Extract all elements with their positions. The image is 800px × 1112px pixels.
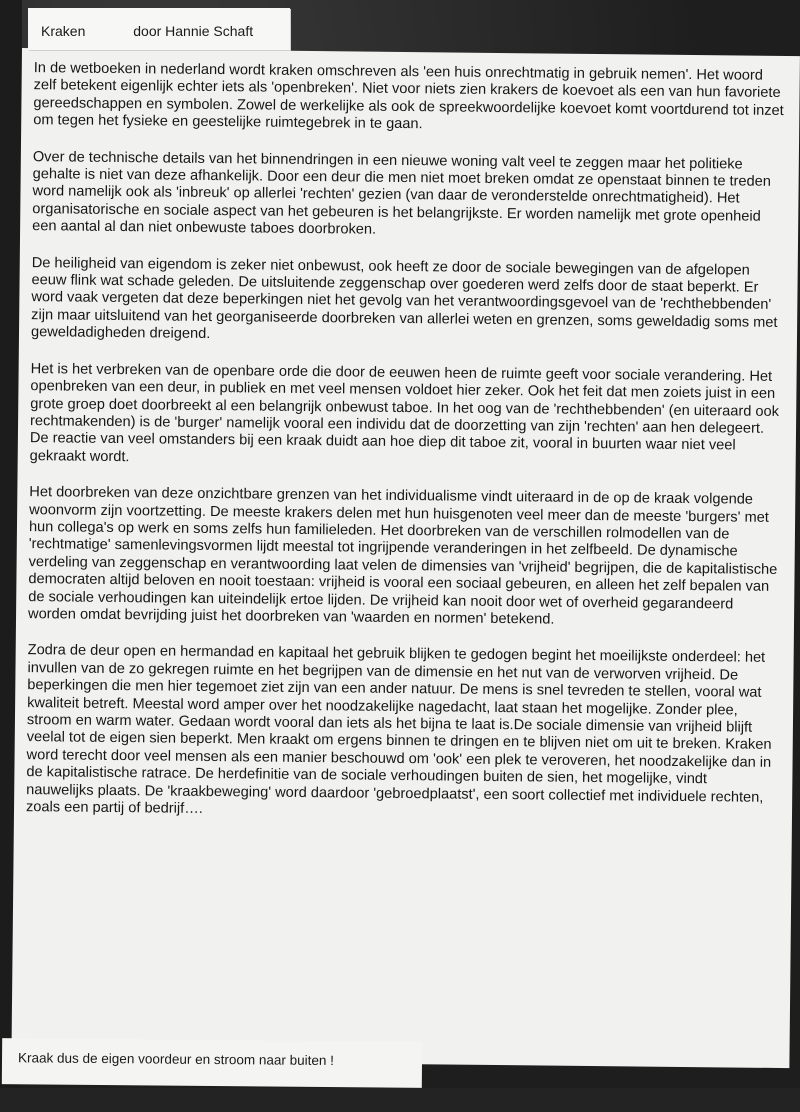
paragraph-5: Het doorbreken van deze onzichtbare grenzen van het individualisme vindt uiteraard in de op de kraak volgende woonvorm zijn voortzetting. De meeste krakers delen met hun huisgenoten veel meer dan de meeste 'burgers' met hun collega's op werk en soms zelfs hun familieleden. Het doorbreken van de verschillen rolmodellen van de 'rechtmatige' samenlevingsvormen lijdt meestal tot ingrijpende veranderingen in het zelfbeeld. De dynamische verdeling van zeggenschap en verantwoording laat velen de dimensies van 'vrijheid' begrijpen, die de kapitalistische democraten altijd beloven en nooit toestaan: vrijheid is vooral een sociaal gebeuren, en alleen het zelf bepalen van de sociale verhoudingen kan uiteindelijk ertoe lijden. De vrijheid kan nooit door wet of overheid gegarandeerd worden omdat bevrijding juist het doorbreken van 'waarden en normen' betekend. xyxy=(27,484,778,628)
article-header xyxy=(41,23,253,39)
paragraph-4: Het is het verbreken van de openbare orde die door de eeuwen heen de ruimte geeft voor sociale verandering. Het openbreken van een deur, in publiek en met veel mensen voldoet hier zeker. Ook het feit dat men zoiets juist in een grote groep doet doorbreekt al een belangrijk onbewust taboe. In het oog van de 'rechthebbenden' (en uiteraard ook rechtmakenden) is de 'burger' namelijk vooral een individu dat de doorzetting van zijn 'rechten' aan hen delegeert. De reactie van veel omstanders bij een kraak duidt aan hoe diep dit taboe zit, vooral in buurten waar niet veel gekraakt wordt. xyxy=(29,360,780,465)
paragraph-1: In de wetboeken in nederland wordt kraken omschreven als 'een huis onrechtmatig in gebruik nemen'. Het woord zelf betekent eigenlijk echter iets als 'openbreken'. Niet voor niets zien krakers de koevoet als een van hun favoriete gereedschappen en symbolen. Zowel de werkelijke als ook de spreekwoordelijke koevoet komt voortdurend tot inzet om tegen het fysieke en geestelijke ruimtegebrek in te gaan. xyxy=(33,60,784,133)
paragraph-6: Zodra de deur open en hermandad en kapitaal het gebruik blijken te gedogen begint het moeilijkste onderdeel: het invullen van de zo gekregen ruimte en het begrijpen van de dimensie en het nut van de verworven vrijheid. De beperkingen die men hier tegemoet ziet zijn van een ander natuur. De mens is snel tevreden te stellen, vooral wat kwaliteit betreft. Meestal word amper over het noodzakelijke nagedacht, laat staan het mogelijke. Zonder plee, stroom en warm water. Gedaan wordt vooral dan iets als het bijna te laat is.De sociale dimensie van vrijheid blijft veelal tot de eigen sien beperkt. Men kraakt om ergens binnen te dringen en te blijven niet om uit te breken. Kraken word terecht door veel mensen als een manier beschouwd om 'ook' een plek te veroveren, het noodzakelijke dan in de kapitalistische ratrace. De herdefinitie van de sociale verhoudingen buiten de sien, het mogelijke, vindt nauwelijks plaats. De 'kraakbeweging' word daardoor 'gebroedplaatst', een soort collectief met individuele rechten, zoals een partij of bedrijf…. xyxy=(25,642,772,817)
article-body xyxy=(26,60,786,843)
article-body-clipping xyxy=(11,48,800,1068)
footer-clipping xyxy=(2,1038,422,1088)
closing-slogan: Kraak dus de eigen voordeur en stroom naar buiten ! xyxy=(17,1050,335,1069)
paragraph-2: Over de technische details van het binnendringen in een nieuwe woning valt veel te zeggen maar het politieke gehalte is niet van deze afhankelijk. Door een deur die men niet moet breken omdat ze openstaat binnen te treden word namelijk ook als 'inbreuk' op allerlei 'rechten' gezien (van daar de veronderstelde onrechtmatigheid). Het organisatorische en sociale aspect van het gebeuren is het belangrijkste. Er worden namelijk met grote openheid een aantal al dan niet onbewuste taboes doorbroken. xyxy=(32,148,772,238)
paragraph-3: De heiligheid van eigendom is zeker niet onbewust, ook heeft ze door de sociale bewegingen van de afgelopen eeuw flink wat schade geleden. De uitsluitende zeggenschap over goederen werd zelfs door de staat beperkt. Er word vaak vergeten dat deze beperkingen niet het gevolg van het verantwoordingsgevoel van de 'rechthebbenden' zijn maar uitsluitend van het georganiseerde doorbreken van allerlei weten en grenzen, soms geweldadig soms met geweldadigheden dreigend. xyxy=(30,254,778,343)
scan-bottom-edge xyxy=(0,1088,800,1112)
article-title: Kraken xyxy=(41,23,86,39)
article-author: door Hannie Schaft xyxy=(133,23,254,39)
